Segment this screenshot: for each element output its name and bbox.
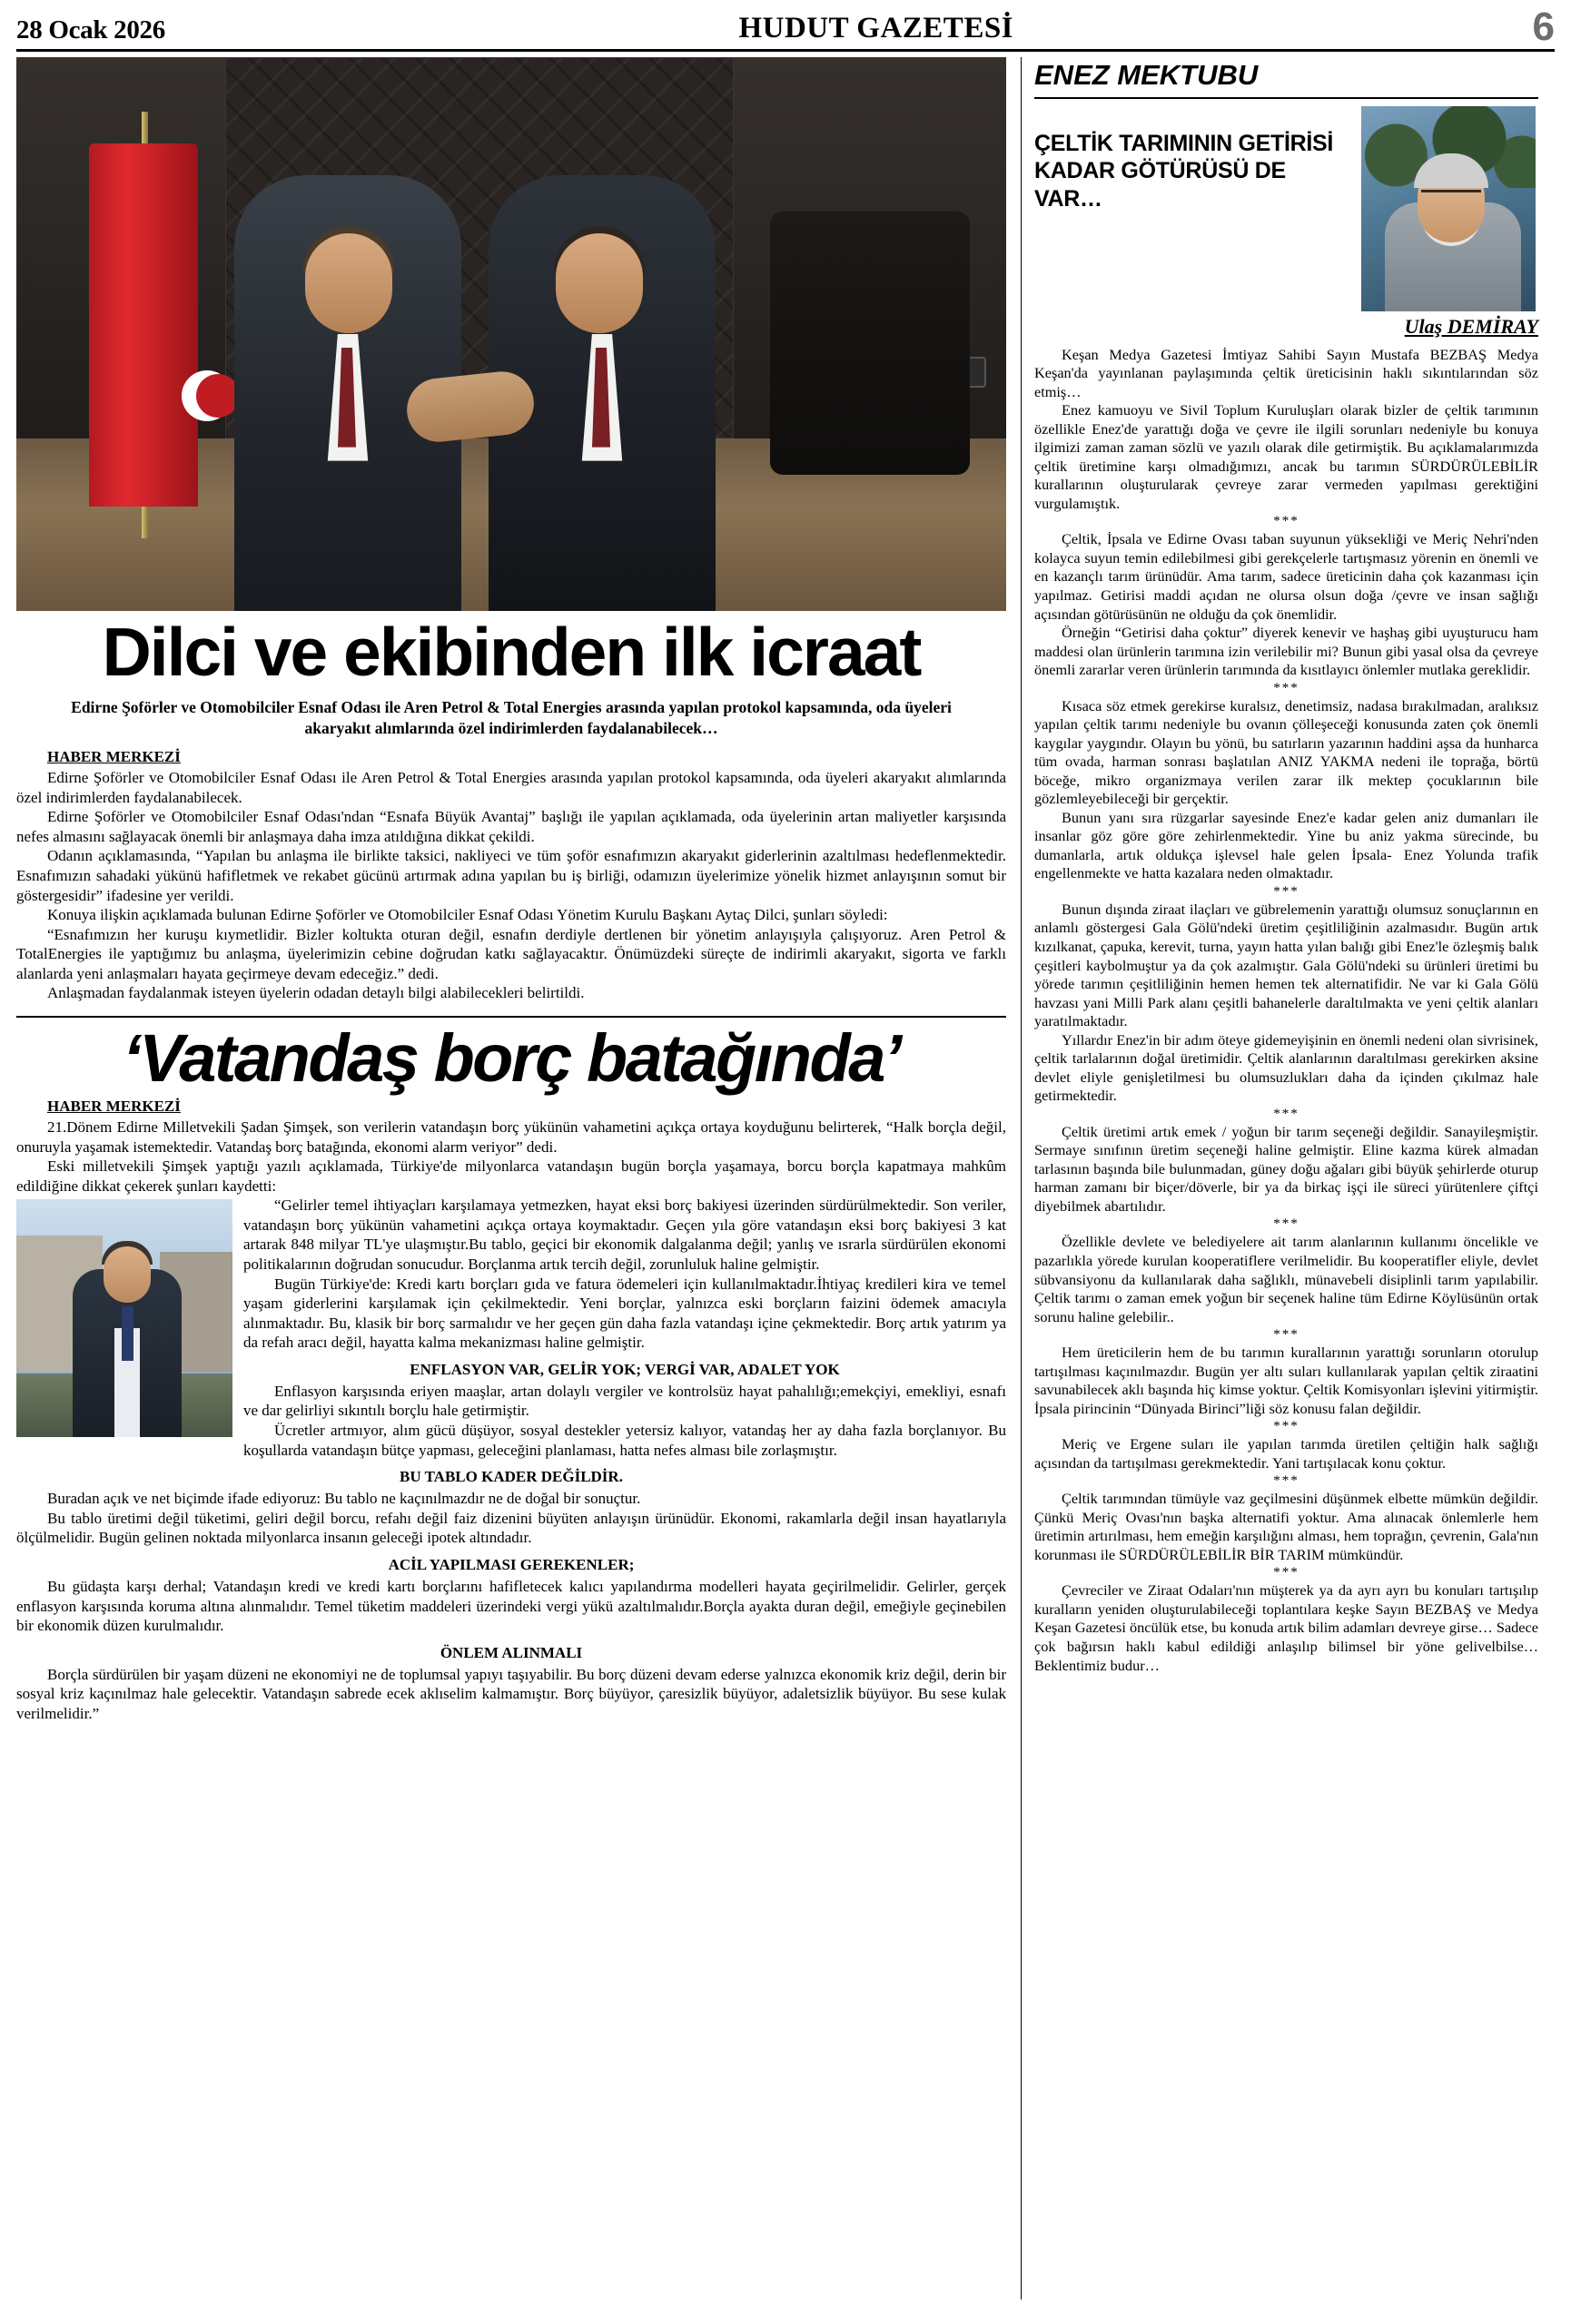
second-story-body xyxy=(16,1118,1006,1723)
second-paragraph: 21.Dönem Edirne Milletvekili Şadan Şimşek, son verilerin vatandaşın borç yükünün vahametini açıkça ortaya koyduğunu belirterek, “Halk borçla değil, onuruyla yaşamak istemektedir. Vatandaş borç batağında, ekonomi alarm veriyor” dedi. xyxy=(16,1118,1006,1156)
second-paragraph: Borçla sürdürülen bir yaşam düzeni ne ekonomiyi ne de toplumsal yapıyı taşıyabilir. Bu borç düzeni devam ederse yalnızca ekonomik kriz değil, derin bir sosyal kriz kaçınılmaz hale gelecektir. Vatandaşın sabrede ecek aklıselim kalmamıştır. Borç büyüyor, çaresizlik büyüyor, adaletsizlik büyüyor. Bu sese kulak verilmelidir.” xyxy=(16,1665,1006,1722)
left-column xyxy=(16,57,1006,2299)
second-paragraph: Bu tablo üretimi değil tüketimi, geliri değil borcu, refahı değil faiz dizenini büyüten anlayışın ürünüdür. Ekonomi, rakamlarla değil insan hayatlarıyla ölçülmelidir. Bugün gelinen noktada milyonlarca insanın geleceği ipotek altındadır. xyxy=(16,1509,1006,1547)
lead-paragraph: Konuya ilişkin açıklamada bulunan Edirne Şoförler ve Otomobilciler Esnaf Odası Yönetim Kurulu Başkanı Aytaç Dilci, şunları söyledi: xyxy=(47,906,888,924)
column-section-title: ENEZ MEKTUBU xyxy=(1034,58,1259,91)
column-paragraph: Çeltik tarımından tümüyle vaz geçilmesini düşünmek elbette mümkün değildir. Çünkü Meriç Ovası'nın başka alternatifi yoktur. Ama alınacak önlemlerle hem üretimin artırılması, hem emeğin karşılığını alması, hem toprağın, çevrenin, Gala'nın korunması ile SÜRDÜRÜLEBİLİR BİR TARIM mümkündür. xyxy=(1034,1490,1538,1563)
column-separator: *** xyxy=(1273,1327,1299,1343)
right-column xyxy=(1021,57,1538,2299)
newspaper-title: HUDUT GAZETESİ xyxy=(738,11,1014,44)
second-subhead: BU TABLO KADER DEĞİLDİR. xyxy=(400,1468,623,1486)
column-paragraph: Enez kamuoyu ve Sivil Toplum Kuruluşları olarak bizler de çeltik tarımının özellikle Enez'de yarattığı doğa ve çevre ile ilgili sorunları nedeniyle bu konuya ilgimizi zaman zaman sözlü ve yazılı olarak dile getirmiştik. Bu açıklamalarımızda çeltik üretimine karşı olmadığımızı, ancak bu tarımın SÜRDÜRÜLEBİLİR kurallarının oluşturularak çevreye zarar vermeden yapılması gerektiğini vurgulamıştık. xyxy=(1034,401,1538,512)
lead-story-photo xyxy=(16,57,1006,611)
column-title: ÇELTİK TARIMININ GETİRİSİ KADAR GÖTÜRÜSÜ DE VAR… xyxy=(1034,130,1334,212)
glasses-icon xyxy=(1421,190,1481,202)
column-separator: *** xyxy=(1273,680,1299,695)
lead-paragraph: Edirne Şoförler ve Otomobilciler Esnaf Odası'ndan “Esnafa Büyük Avantaj” başlığı ile yapılan açıklamada, oda üyelerinin artan maliyetler karşısında nefes almasını sağlayacak önemli bir anlaşmaya daha imza atıldığına dikkat çekildi. xyxy=(16,808,1006,845)
column-divider xyxy=(1034,97,1538,99)
lead-standfirst: Edirne Şoförler ve Otomobilciler Esnaf Odası ile Aren Petrol & Total Energies arasında yapılan protokol kapsamında, oda üyeleri akaryakıt alımlarında özel indirimlerden faydalanabilecek… xyxy=(71,697,952,737)
column-separator: *** xyxy=(1273,883,1299,899)
column-paragraph: Özellikle devlete ve belediyelere ait tarım alanlarının kullanımı öncelikle ve pazarlıkla yörede kurulan kooperatiflere verilmelidir. Bu kooperatifler eliyle, devlet sübvansiyonu da kullanılarak daha sağlıklı, münavebeli disiplinli tarım yapılabilir. Çeltik tarımı o zaman emek yoğun bir seçenek haline tüm Edirne Köylüsünün ortak sorunu haline gelebilir.. xyxy=(1034,1233,1538,1325)
second-byline: HABER MERKEZİ xyxy=(47,1097,181,1115)
lead-paragraph: Anlaşmadan faydalanmak isteyen üyelerin odadan detaylı bilgi alabilecekleri belirtildi. xyxy=(47,984,585,1002)
columnist-name: Ulaş DEMİRAY xyxy=(1404,314,1538,338)
column-paragraph: Çevreciler ve Ziraat Odaları'nın müşterek ya da ayrı ayrı bu konuları tartışılıp kuralların yeniden oluşturulabileceği toplantılara keşke Sayın BEZBAŞ ve Medya Keşan Gazetesi öncülük etse, bu konuda artık bilim adamları devreye girse… Sadece çok bağırsın haklı kabul edildiği anlaşılıp bilimsel bir yöne gelivelbilse… Beklentimiz budur… xyxy=(1034,1581,1538,1674)
column-paragraph: Kısaca söz etmek gerekirse kuralsız, denetimsiz, nadasa bırakılmadan, aralıksız yapılan çeltik tarımı nedeniyle bu ovanın çölleşeceği konusunda zaten çok önemli kaygılar yaygındır. Olayın bu yönü, bu satırların yazarının haddini aşsa da hunharca tüm ovada, harman sonrası başlatılan ANIZ YAKMA nedeni ile toprağa, börtü böceğe, mikro organizmaya verilen zarar ilk mektep çocuklarının bile gözlemleyebileceği bir gerçektir. xyxy=(1034,696,1538,808)
second-headline: ‘Vatandaş borç batağında’ xyxy=(123,1019,900,1096)
second-subhead: ACİL YAPILMASI GEREKENLER; xyxy=(388,1555,635,1573)
second-paragraph: Bugün Türkiye'de: Kredi kartı borçları gıda ve fatura ödemeleri için kullanılmaktadır.İhtiyaç kredileri kira ve temel yaşam giderlerini karşılamak için çekilmektedir. Yeni borçlar, yalnızca eski borçların faizini ödemek amacıyla alınmaktadır. Bu, klasik bir borç sarmalıdır ve her geçen gün daha fazla vatandaşı içine çekmektedir. Borç artık yatırım ya da refah aracı değil, hayatta kalma mekanizması haline gelmiştir. xyxy=(243,1275,1006,1352)
column-header xyxy=(1034,106,1538,311)
second-story-photo xyxy=(16,1199,232,1437)
second-paragraph: Buradan açık ve net biçimde ifade ediyoruz: Bu tablo ne kaçınılmazdır ne de doğal bir sonuçtur. xyxy=(47,1490,641,1508)
columnist-photo xyxy=(1361,106,1536,311)
second-subhead: ÖNLEM ALINMALI xyxy=(440,1643,583,1661)
column-separator: *** xyxy=(1273,1419,1299,1434)
column-paragraph: Bunun yanı sıra rüzgarlar sayesinde Enez'e kadar gelen aniz dumanları ile insanlar göz göre göre zehirlenmektedir. Yine bu aniz yakma sürecinde, bu dumanlarla, artık oldukça işlevsel hale gelen İpsala- Enez Yolunda trafik engellenmekte ve hatta kazalara neden olmaktadır. xyxy=(1034,808,1538,882)
column-paragraph: Örneğin “Getirisi daha çoktur” diyerek kenevir ve haşhaş gibi uyuşturucu ham maddesi olan ürünlerin tarımına izin verilebilir mi? Bunun gibi yasal olsa da çevreye önemli zararlar veren ürünlerin tarımında da kısıtlayıcı önlemler mutlaka gereklidir. xyxy=(1034,624,1538,679)
column-paragraph: Çeltik, İpsala ve Edirne Ovası taban suyunun yüksekliği ve Meriç Nehri'nden kolayca suyun temin edilebilmesi gibi gerekçelerle tartışmasız yörenin en önemli ve en kazançlı tarım ürünüdür. Ama tarım, sadece üreticinin daha çok kazanması için yapılmaz. Getirisi maddi açıdan ne olursa olsun doğa /çevre ve insan sağlığı açısından götürüsünün ne olduğu da çok önemlidir. xyxy=(1034,530,1538,623)
column-separator: *** xyxy=(1273,1106,1299,1121)
lead-paragraph: Odanın açıklamasında, “Yapılan bu anlaşma ile birlikte taksici, nakliyeci ve tüm şoför esnafımızın akaryakıt giderlerinin azaltılması hedeflenmektedir. Esnafımızın sahadaki yükünü hafifletmek ve rekabet gücünü artırmak adına yapılan bu iş birliği, odamızın üyelerimize yönelik hizmet anlayışının somut bir göstergesidir” ifadesine yer verildi. xyxy=(16,847,1006,904)
page-number: 6 xyxy=(1532,5,1555,49)
second-paragraph: Enflasyon karşısında eriyen maaşlar, artan dolaylı vergiler ve kontrolsüz hayat pahalılığı;emekçiyi, emekliyi, esnafı ve dar gelirliyi sıkıntılı borçlu hale getirmiştir. xyxy=(243,1382,1006,1420)
second-paragraph: Eski milletvekili Şimşek yaptığı yazılı açıklamada, Türkiye'de milyonlarca vatandaşın bugün borçla yaşamaya, borcu borçla kapatmaya mahkûm edildiğine dikkat çekerek şunları kaydetti: xyxy=(16,1157,1006,1195)
lead-byline: HABER MERKEZİ xyxy=(47,748,181,766)
lead-paragraph: “Esnafımızın her kuruşu kıymetlidir. Bizler koltukta oturan değil, esnafın derdiyle dertlenen bir yönetim anlayışıyla çalışıyoruz. Aren Petrol & TotalEnergies ile yaptığımız bu anlaşma, üyelerimizin cebine doğrudan katkı sağlayacaktır. Önümüzdeki süreçte de indirimli akaryakıt, sigorta ve farklı alanlarda yeni anlaşmaları hayata geçirmeye devam edeceğiz.” dedi. xyxy=(16,925,1006,982)
lead-headline: Dilci ve ekibinden ilk icraat xyxy=(102,613,921,690)
section-divider xyxy=(16,1016,1006,1018)
column-separator: *** xyxy=(1273,1216,1299,1232)
column-separator: *** xyxy=(1273,514,1299,529)
column-paragraph: Hem üreticilerin hem de bu tarımın kurallarının yarattığı sorunların otorulup tartışılması kaçınılmazdır. Bugün yer altı suları kullanılarak yapılan çeltik ziraatini savunabilecek aklı başında hiç kimse yoktur. Çeltik Komisyonları işlevini yitirmiştir. İpsala pirincinin “Dünyada Birinci”liği söz konusu falan değildir. xyxy=(1034,1344,1538,1417)
masthead xyxy=(16,5,1555,52)
second-subhead: ENFLASYON VAR, GELİR YOK; VERGİ VAR, ADALET YOK xyxy=(410,1360,840,1378)
second-paragraph: “Gelirler temel ihtiyaçları karşılamaya yetmezken, hayat eksi borç bakiyesi üzerinden sürdürülmektedir. Son veriler, vatandaşın borç yükünün vahametini açıkça ortaya koymaktadır. Geçen yıla göre vatandaşın eksi borç bakiyesi 3 kat artarak 848 milyar TL'ye ulaşmıştır.Bu tablo, geçici bir ekonomik dalgalanma değil; yanlış ve ısrarla sürdürülen ekonomi politikalarının doğrudan sonucudur. Borçlanma artık tercih değil, zorunluluk haline gelmiştir. xyxy=(243,1196,1006,1274)
second-paragraph: Ücretler artmıyor, alım gücü düşüyor, sosyal destekler yetersiz kalıyor, vatandaş her ay daha fazla borçlanıyor. Bu koşullarda vatandaşın bütçe yapması, geleceğini planlaması, hatta nefes alması bile zorlaşmıştır. xyxy=(243,1422,1006,1459)
column-separator: *** xyxy=(1273,1473,1299,1489)
page-columns xyxy=(16,57,1555,2299)
second-paragraph: Bu güdaşta karşı derhal; Vatandaşın kredi ve kredi kartı borçlarını hafifletecek kalıcı yapılandırma modelleri hayata geçirilmelidir. Gelirler, gerçek enflasyon karşısında koruma altına alınmalıdır. Temel tüketim maddeleri üzerindeki vergi yükü azaltılmalıdır.Borçla ayakta duran değil, emeğiyle geçinebilen bir ekonomik düzen kurulmalıdır. xyxy=(16,1577,1006,1635)
column-paragraph: Yıllardır Enez'in bir adım öteye gidemeyişinin en önemli nedeni olan sivrisinek, çeltik tarlalarının doğal üretimidir. Çeltik alanlarının daraltılması gerekirken aksine devlet eliyle genişletilmesi bu olumsuzlukları daha da içinden çıkılmaz hale getirmektedir. xyxy=(1034,1030,1538,1105)
column-paragraph: Çeltik üretimi artık emek / yoğun bir tarım seçeneği değildir. Sanayileşmiştir. Sermaye sınıfının üretim seçeneği haline gelmiştir. Eline kazma kürek almadan tarlasının başında bile bulunmadan, güney doğu ağaları gibi büyük şehirlerde oturup harman zamanı bir biçer/döverle, bir ya da birkaç işçi ile süreci yürütenlere çiftçi diyebilmek abartılıdır. xyxy=(1034,1122,1538,1215)
column-paragraph: Bunun dışında ziraat ilaçları ve gübrelemenin yarattığı olumsuz sonuçlarının en anlamlı göstergesi Gala Gölü'ndeki üretim çeşitliliğinin azalmasıdır. Bugün artık kızılkanat, çapuka, kerevit, turna, yayın hatta yılan balığı gibi Enez'le özleşmiş balık çeşitleri kaybolmuştur ya da çok azalmıştır. Gala Gölü'ndeki su ürünleri üretimi bu yörede tarımın çeşitliliğinin hemen hemen tek alternatifidir. Ne var ki Gala Gölü havzası yani Milli Park alanı çeşitli bahanelerle daraltılmakta ve yeni çeltik alanları yaratılmaktadır. xyxy=(1034,900,1538,1030)
turkish-flag xyxy=(89,143,198,507)
publication-date: 28 Ocak 2026 xyxy=(16,15,165,44)
column-paragraph: Keşan Medya Gazetesi İmtiyaz Sahibi Sayın Mustafa BEZBAŞ Medya Keşan'da yayınlanan paylaşımında çeltik üreticisinin haklı sıkıntılarından söz etmiş… xyxy=(1034,345,1538,400)
lead-paragraph: Edirne Şoförler ve Otomobilciler Esnaf Odası ile Aren Petrol & Total Energies arasında yapılan protokol kapsamında, oda üyeleri akaryakıt alımlarında özel indirimlerden faydalanabilecek. xyxy=(16,769,1006,806)
column-separator: *** xyxy=(1273,1565,1299,1581)
column-paragraph: Meriç ve Ergene suları ile yapılan tarımda üretilen çeltiğin halk sağlığı açısından da tartışılması gerekmektedir. Yani tartışılacak konu çoktur. xyxy=(1034,1435,1538,1472)
